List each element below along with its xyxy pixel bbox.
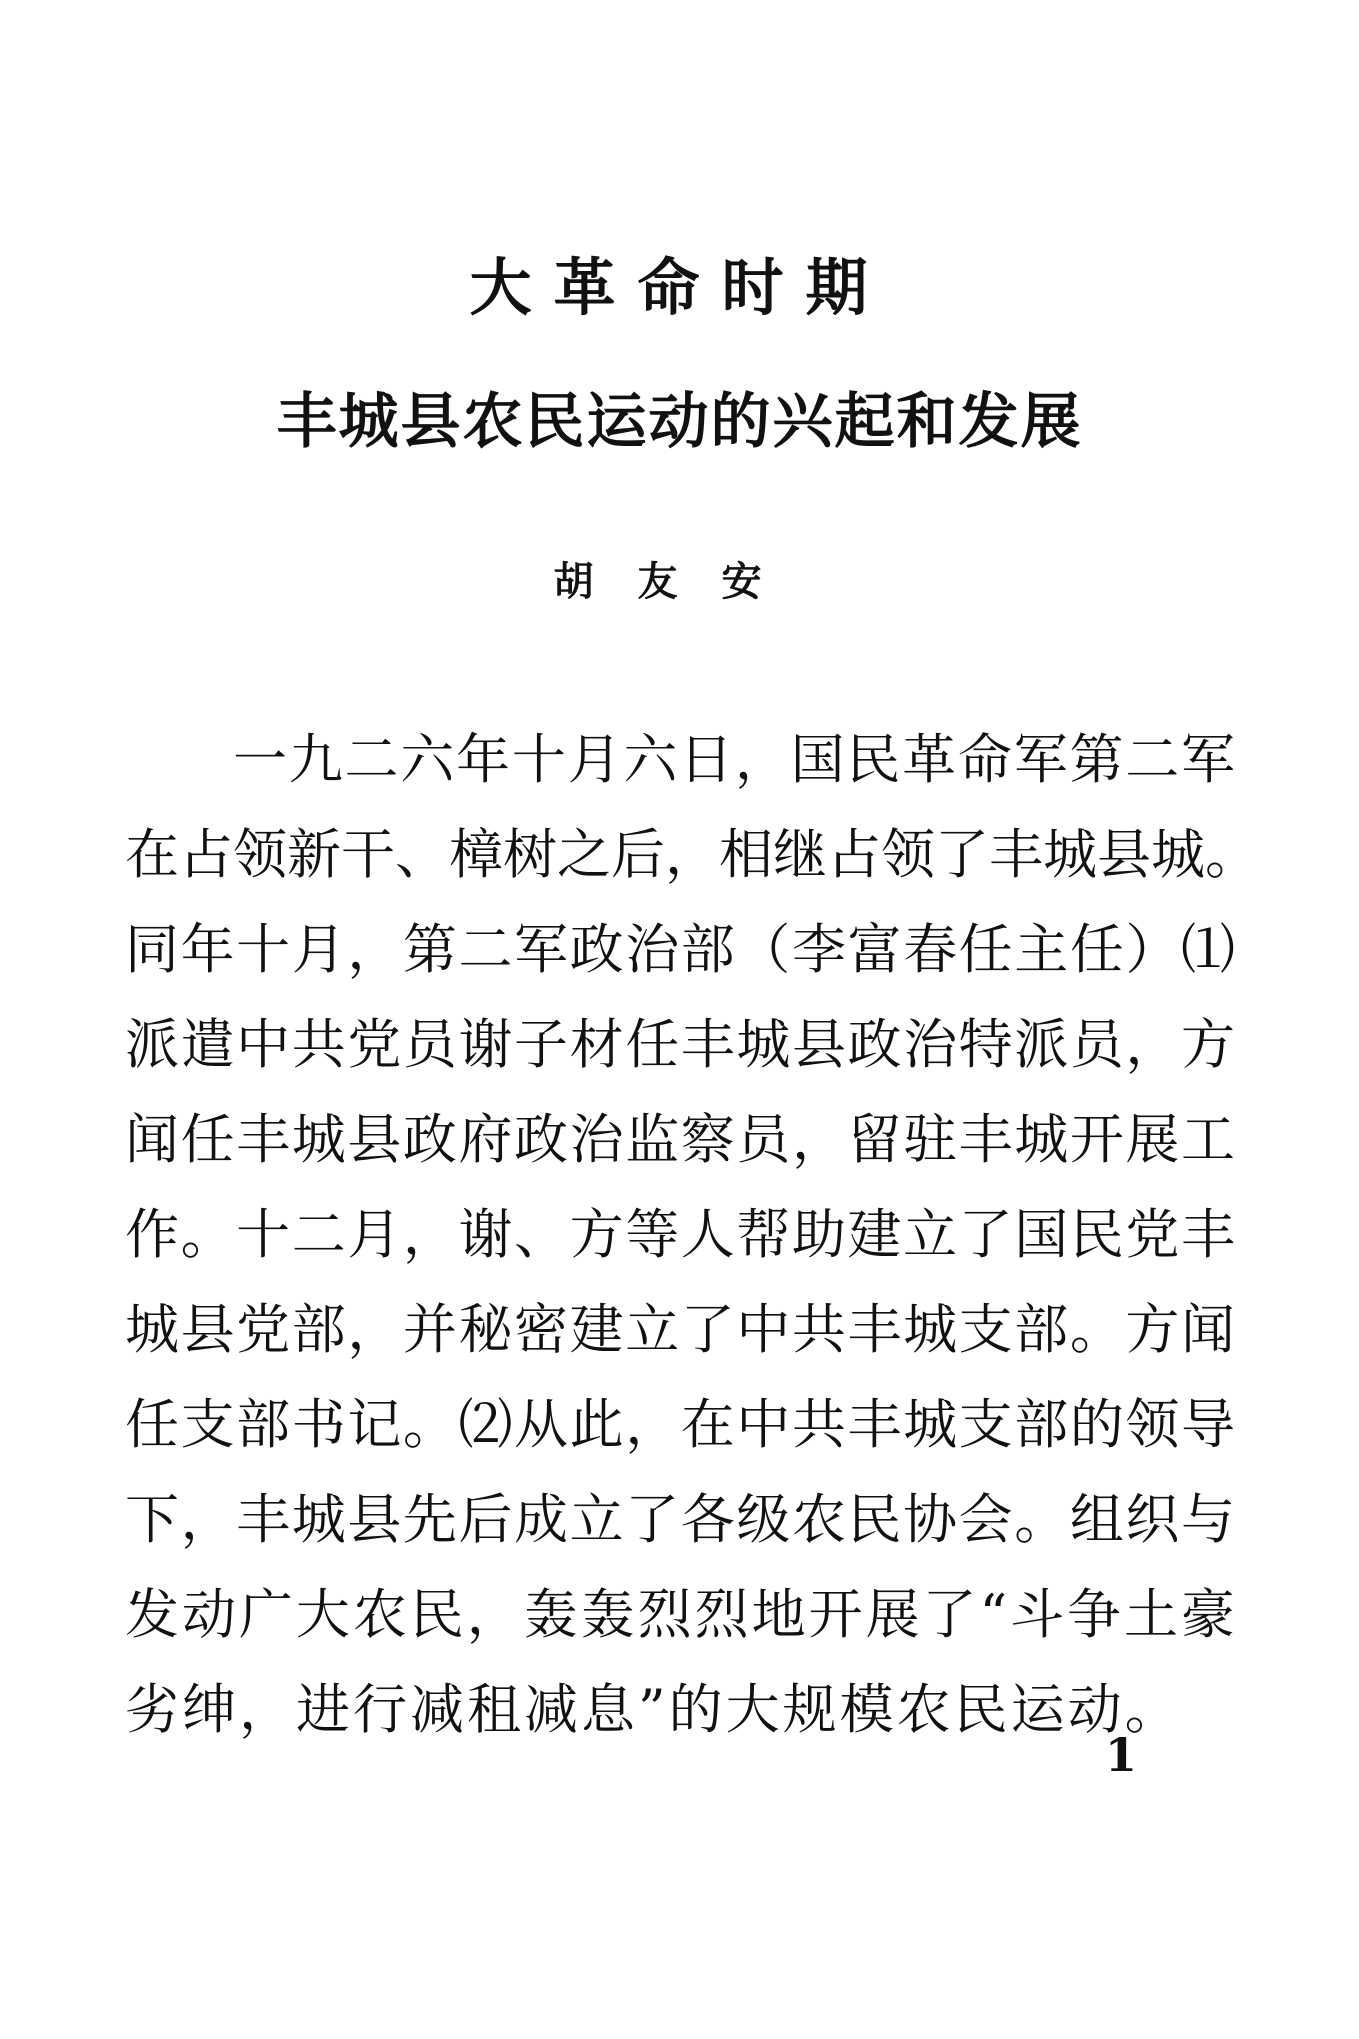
author-name: 胡友安 [553, 559, 806, 605]
body-paragraph [125, 712, 1259, 1757]
body-line: 城县党部，并秘密建立了中共丰城支部。方闻 [125, 1298, 1235, 1361]
body-line: 发动广大农民，轰轰烈烈地开展了“斗争土豪 [125, 1583, 1235, 1646]
body-line: 同年十月，第二军政治部（李富春任主任）⑴ [125, 918, 1235, 981]
title-line-2: 丰城县农民运动的兴起和发展 [276, 387, 1083, 457]
body-line: 派遣中共党员谢子材任丰城县政治特派员，方 [125, 1013, 1235, 1076]
body-line: 任支部书记。⑵从此，在中共丰城支部的领导 [125, 1393, 1235, 1456]
body-line: 劣绅，进行减租减息”的大规模农民运动。 [125, 1678, 1182, 1741]
body-line: 下，丰城县先后成立了各级农民协会。组织与 [125, 1488, 1235, 1551]
body-line: 一九二六年十月六日，国民革命军第二军 [233, 728, 1235, 791]
body-line: 闻任丰城县政府政治监察员，留驻丰城开展工 [125, 1108, 1235, 1171]
body-line: 作。十二月，谢、方等人帮助建立了国民党丰 [125, 1203, 1235, 1266]
title-line-1: 大革命时期 [469, 251, 890, 324]
page-number: 1 [1105, 1728, 1138, 1782]
body-line: 在占领新干、樟树之后，相继占领了丰城县城。 [125, 823, 1259, 886]
